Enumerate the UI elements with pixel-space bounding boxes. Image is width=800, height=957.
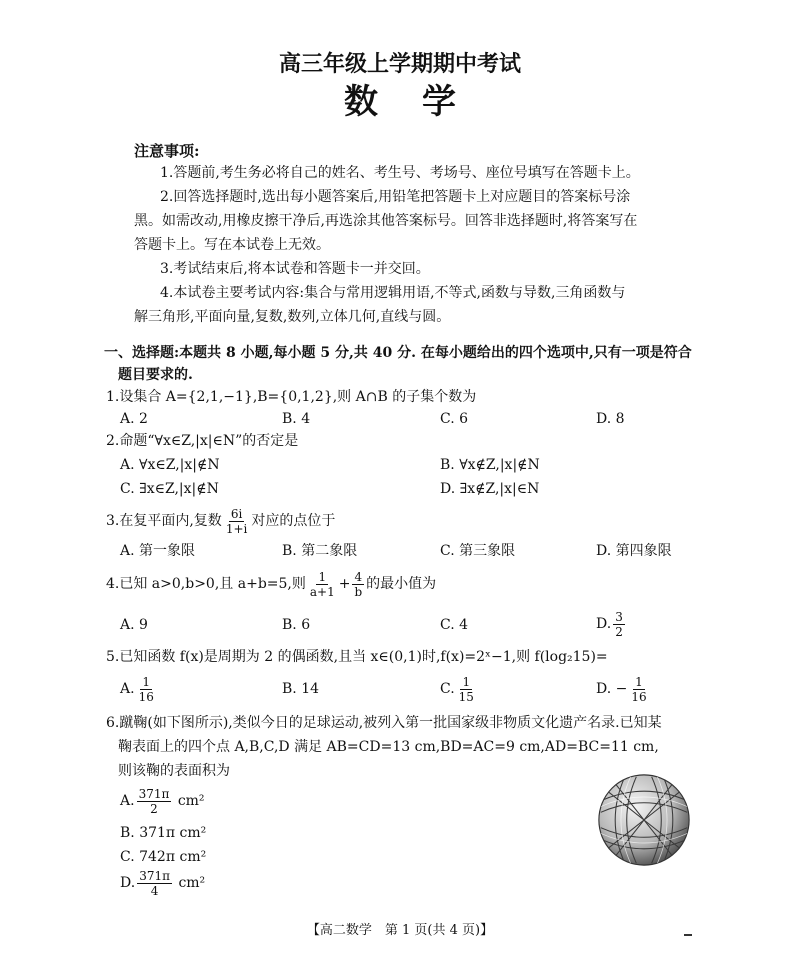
- question-6-option-a-label: A.: [120, 793, 135, 809]
- question-4-stem-post: 的最小值为: [366, 576, 437, 592]
- question-3-option-c: C. 第三象限: [440, 543, 516, 559]
- question-2-option-c: C. ∃x∈Z,|x|∉N: [120, 481, 219, 497]
- question-5-option-b: B. 14: [282, 681, 320, 697]
- question-4-option-d-label: D.: [596, 616, 612, 632]
- subject-title: 数学: [344, 82, 500, 122]
- section-heading-line-1: 一、选择题:本题共 8 小题,每小题 5 分,共 40 分. 在每小题给出的四个选项中,只有一项是符合: [104, 345, 692, 361]
- question-5-option-d-fraction: [629, 675, 648, 704]
- question-6-option-d-fraction: [137, 869, 172, 898]
- question-5-d-num: 1: [635, 674, 643, 689]
- cuju-ball-image: [596, 772, 692, 868]
- question-1-option-c: C. 6: [440, 411, 469, 427]
- question-5-c-den: 15: [458, 689, 474, 704]
- question-6-line-1: 6.蹴鞠(如下图所示),类似今日的足球运动,被列入第一批国家级非物质文化遗产名录.已知某: [106, 715, 662, 731]
- question-3-stem-post: 对应的点位于: [251, 513, 336, 529]
- question-5-option-a-fraction: [137, 675, 156, 704]
- question-6-a-den: 2: [150, 801, 158, 816]
- question-5-d-den: 16: [631, 689, 647, 704]
- question-4-option-c: C. 4: [440, 617, 469, 633]
- notes-line-3: 黑。如需改动,用橡皮擦干净后,再选涂其他答案标号。回答非选择题时,将答案写在: [134, 213, 638, 229]
- question-6-a-num: 371π: [138, 786, 170, 801]
- question-4-stem-pre: 4.已知 a>0,b>0,且 a+b=5,则: [106, 576, 306, 592]
- question-4-stem: [106, 566, 436, 602]
- question-5-option-c-fraction: [457, 675, 476, 704]
- question-5-option-d: [596, 672, 651, 706]
- question-1-option-b: B. 4: [282, 411, 311, 427]
- question-6-option-b: B. 371π cm²: [120, 825, 207, 841]
- question-5-option-c: [440, 672, 478, 706]
- corner-mark: [684, 934, 692, 936]
- question-5-a-num: 1: [142, 674, 151, 689]
- question-6-d-num: 371π: [139, 868, 170, 883]
- question-2-option-d: D. ∃x∉Z,|x|∈N: [440, 481, 540, 497]
- question-4-fraction-1: [308, 570, 337, 599]
- question-4-f2-den: b: [354, 584, 363, 599]
- question-4-f1-den: a+1: [309, 584, 335, 599]
- notes-line-2: 2.回答选择题时,选出每小题答案后,用铅笔把答题卡上对应题目的答案标号涂: [160, 189, 631, 205]
- question-3-stem: [106, 504, 335, 538]
- question-6-line-2: 鞠表面上的四个点 A,B,C,D 满足 AB=CD=13 cm,BD=AC=9 cm,AD=BC=11 cm,: [118, 739, 659, 755]
- question-2-stem: 2.命题“∀x∈Z,|x|∈N”的否定是: [106, 433, 299, 449]
- question-2-option-b: B. ∀x∉Z,|x|∉N: [440, 457, 540, 473]
- notes-line-4: 答题卡上。写在本试卷上无效。: [134, 237, 330, 253]
- question-6-option-a: [120, 784, 205, 818]
- question-5-option-a-label: A.: [120, 681, 135, 697]
- question-4-option-b: B. 6: [282, 617, 311, 633]
- question-6-option-a-unit: cm²: [177, 793, 205, 809]
- question-4-option-d: [596, 606, 627, 642]
- question-5-a-den: 16: [138, 689, 154, 704]
- question-1-option-a: A. 2: [120, 411, 148, 427]
- question-4-option-a: A. 9: [120, 617, 148, 633]
- question-3-stem-pre: 3.在复平面内,复数: [106, 513, 222, 529]
- question-3-frac-den: 1+i: [225, 521, 248, 536]
- question-5-c-num: 1: [462, 674, 471, 689]
- question-4-f1-num: 1: [318, 569, 327, 584]
- question-3-option-b: B. 第二象限: [282, 543, 358, 559]
- question-6-option-d-unit: cm²: [178, 875, 206, 891]
- question-5-stem: 5.已知函数 f(x)是周期为 2 的偶函数,且当 x∈(0,1)时,f(x)=2ˣ−1,则 f(log₂15)=: [106, 649, 608, 665]
- question-4-d-num: 3: [615, 609, 623, 624]
- question-1-stem: 1.设集合 A={2,1,−1},B={0,1,2},则 A∩B 的子集个数为: [106, 389, 477, 405]
- question-4-option-d-fraction: [613, 610, 625, 639]
- question-6-option-c: C. 742π cm²: [120, 849, 207, 865]
- question-6-option-a-fraction: [137, 787, 172, 816]
- question-5-option-d-label: D. −: [596, 681, 628, 697]
- question-4-f2-num: 4: [354, 569, 363, 584]
- notes-heading: 注意事项:: [134, 142, 200, 160]
- question-5-option-a: [120, 672, 158, 706]
- notes-line-1: 1.答题前,考生务必将自己的姓名、考生号、考场号、座位号填写在答题卡上。: [160, 165, 640, 181]
- notes-line-7: 解三角形,平面向量,复数,数列,立体几何,直线与圆。: [134, 309, 451, 325]
- question-3-fraction: [224, 507, 250, 536]
- question-6-option-d-label: D.: [120, 875, 136, 891]
- exam-title: 高三年级上学期期中考试: [278, 51, 521, 77]
- question-6-option-d: [120, 866, 205, 900]
- question-1-option-d: D. 8: [596, 411, 625, 427]
- notes-line-5: 3.考试结束后,将本试卷和答题卡一并交回。: [160, 261, 430, 277]
- question-2-option-a: A. ∀x∈Z,|x|∉N: [120, 457, 220, 473]
- question-4-plus: +: [338, 576, 351, 592]
- section-heading-line-2: 题目要求的.: [118, 367, 193, 383]
- question-3-frac-num: 6i: [230, 506, 243, 521]
- question-6-d-den: 4: [150, 883, 159, 898]
- question-5-option-c-label: C.: [440, 681, 455, 697]
- notes-line-6: 4.本试卷主要考试内容:集合与常用逻辑用语,不等式,函数与导数,三角函数与: [160, 285, 626, 301]
- page-footer: 【高二数学 第 1 页(共 4 页)】: [306, 923, 494, 938]
- question-3-option-a: A. 第一象限: [120, 543, 196, 559]
- question-3-option-d: D. 第四象限: [596, 543, 672, 559]
- question-4-d-den: 2: [615, 624, 623, 639]
- question-4-fraction-2: [352, 570, 364, 599]
- question-6-line-3: 则该鞠的表面积为: [118, 763, 230, 779]
